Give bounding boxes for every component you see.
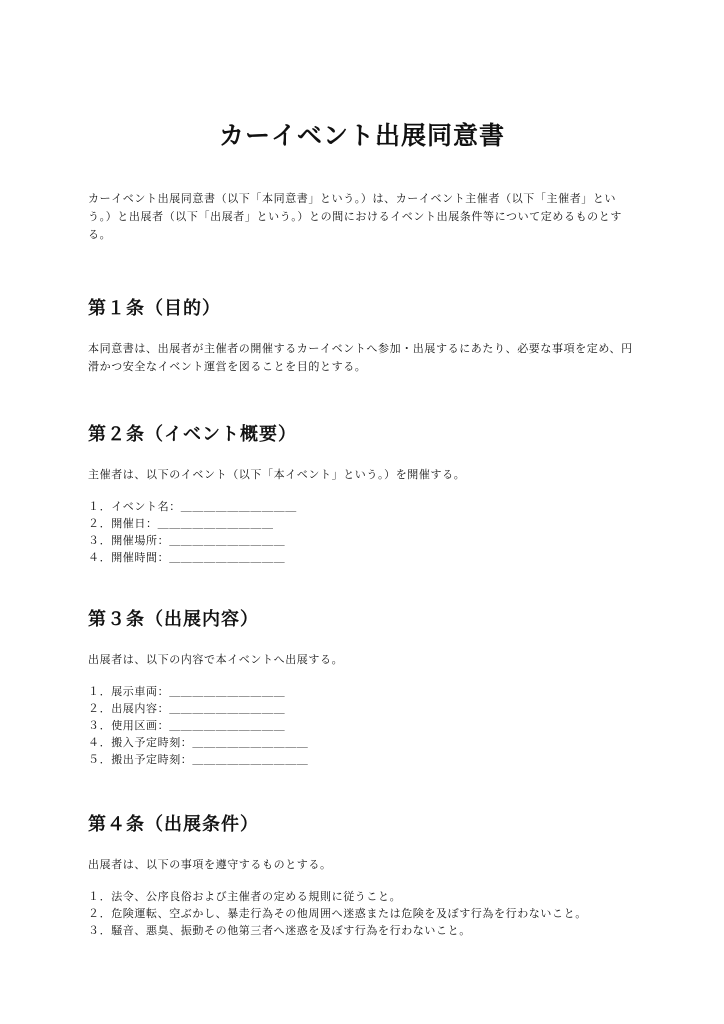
section-heading: 第４条（出展条件） [88, 814, 259, 835]
section-article-4 [88, 812, 636, 939]
item-number: １． [88, 500, 112, 513]
item-number: ２． [88, 907, 112, 920]
document-title: カーイベント出展同意書 [218, 121, 505, 150]
item-text: 開催時間：＿＿＿＿＿＿＿＿＿＿ [111, 551, 286, 564]
item-list [88, 498, 636, 566]
list-item [88, 717, 636, 734]
item-number: ４． [88, 736, 112, 749]
item-text: イベント名：＿＿＿＿＿＿＿＿＿＿ [111, 500, 297, 513]
item-text: 出展内容：＿＿＿＿＿＿＿＿＿＿ [111, 702, 286, 715]
item-text: 搬出予定時刻：＿＿＿＿＿＿＿＿＿＿ [111, 753, 309, 766]
section-article-1 [88, 296, 636, 376]
section-heading: 第２条（イベント概要） [88, 424, 297, 445]
list-item [88, 888, 636, 905]
list-item [88, 515, 636, 532]
item-number: １． [88, 890, 112, 903]
section-heading: 第３条（出展内容） [88, 609, 259, 630]
item-number: ３． [88, 924, 112, 937]
list-item [88, 905, 636, 922]
list-item [88, 683, 636, 700]
item-list [88, 683, 636, 768]
section-body: 出展者は、以下の事項を遵守するものとする。 [88, 858, 332, 871]
list-item [88, 751, 636, 768]
list-item [88, 700, 636, 717]
item-text: 危険運転、空ぶかし、暴走行為その他周囲へ迷惑または危険を及ぼす行為を行わないこと。 [111, 907, 587, 920]
item-number: ５． [88, 753, 112, 766]
intro-paragraph: カーイベント出展同意書（以下「本同意書」という。）は、カーイベント主催者（以下「主催者」という。）と出展者（以下「出展者」という。）との間におけるイベント出展条件等について定めるものとする。 [88, 192, 622, 241]
section-article-2 [88, 422, 636, 566]
item-number: ４． [88, 551, 112, 564]
item-text: 開催日：＿＿＿＿＿＿＿＿＿＿ [111, 517, 274, 530]
item-number: ３． [88, 719, 112, 732]
section-body: 本同意書は、出展者が主催者の開催するカーイベントへ参加・出展するにあたり、必要な事項を定め、円滑かつ安全なイベント運営を図ることを目的とする。 [88, 342, 633, 373]
item-number: ２． [88, 517, 112, 530]
list-item [88, 498, 636, 515]
item-number: １． [88, 685, 112, 698]
item-text: 開催場所：＿＿＿＿＿＿＿＿＿＿ [111, 534, 286, 547]
list-item [88, 734, 636, 751]
list-item [88, 532, 636, 549]
item-list [88, 888, 636, 939]
item-text: 搬入予定時刻：＿＿＿＿＿＿＿＿＿＿ [111, 736, 309, 749]
item-text: 使用区画：＿＿＿＿＿＿＿＿＿＿ [111, 719, 286, 732]
section-heading: 第１条（目的） [88, 298, 221, 319]
section-article-3 [88, 607, 636, 768]
section-body: 出展者は、以下の内容で本イベントへ出展する。 [88, 653, 344, 666]
item-text: 法令、公序良俗および主催者の定める規則に従うこと。 [111, 890, 402, 903]
item-text: 騒音、悪臭、振動その他第三者へ迷惑を及ぼす行為を行わないこと。 [111, 924, 471, 937]
item-text: 展示車両：＿＿＿＿＿＿＿＿＿＿ [111, 685, 286, 698]
item-number: ２． [88, 702, 112, 715]
list-item [88, 922, 636, 939]
item-number: ３． [88, 534, 112, 547]
list-item [88, 549, 636, 566]
section-body: 主催者は、以下のイベント（以下「本イベント」という。）を開催する。 [88, 468, 466, 481]
